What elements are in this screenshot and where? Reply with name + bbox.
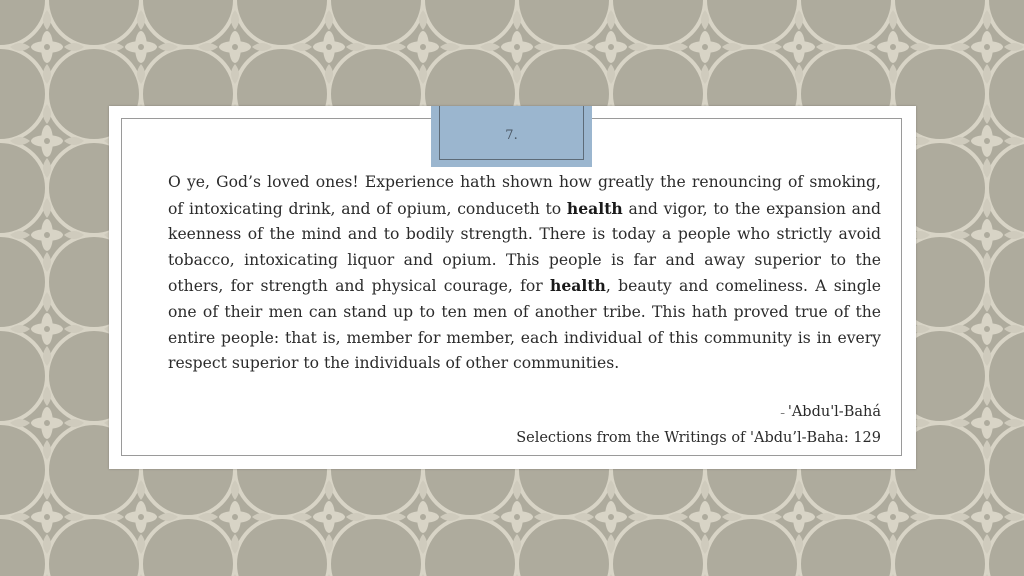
slide-number: 7. xyxy=(505,128,518,143)
quote-part-3: , beauty and comeliness. A single one of their men can stand up to ten men of another tribe. This hath proved true of the entire people: that is, member for member, each individual of this community is in every respect superior to the individuals of other communities. xyxy=(168,277,881,373)
attribution-dash: – xyxy=(780,409,785,419)
quote-bold-health-1: health xyxy=(566,198,623,218)
quote-text xyxy=(168,170,881,377)
quote-card xyxy=(109,106,916,469)
attribution-author: 'Abdu'l-Bahá xyxy=(787,404,881,420)
attribution xyxy=(516,400,881,450)
attribution-author-line xyxy=(516,400,881,426)
quote-part-1: O ye, God’s loved ones! Experience hath shown how greatly the renouncing of smoking, of intoxicating drink, and of opium, conduceth to xyxy=(168,173,881,218)
quote-part-2: and vigor, to the expansion and keenness of the mind and to bodily strength. There is today a people who strictly avoid tobacco, intoxicating liquor and opium. This people is far and away superior to the others, for strength and physical courage, for xyxy=(168,199,881,296)
attribution-source: Selections from the Writings of 'Abdu’l-Baha: 129 xyxy=(516,430,881,446)
quote-bold-health-2: health xyxy=(550,276,606,296)
slide-number-tab xyxy=(431,106,592,167)
